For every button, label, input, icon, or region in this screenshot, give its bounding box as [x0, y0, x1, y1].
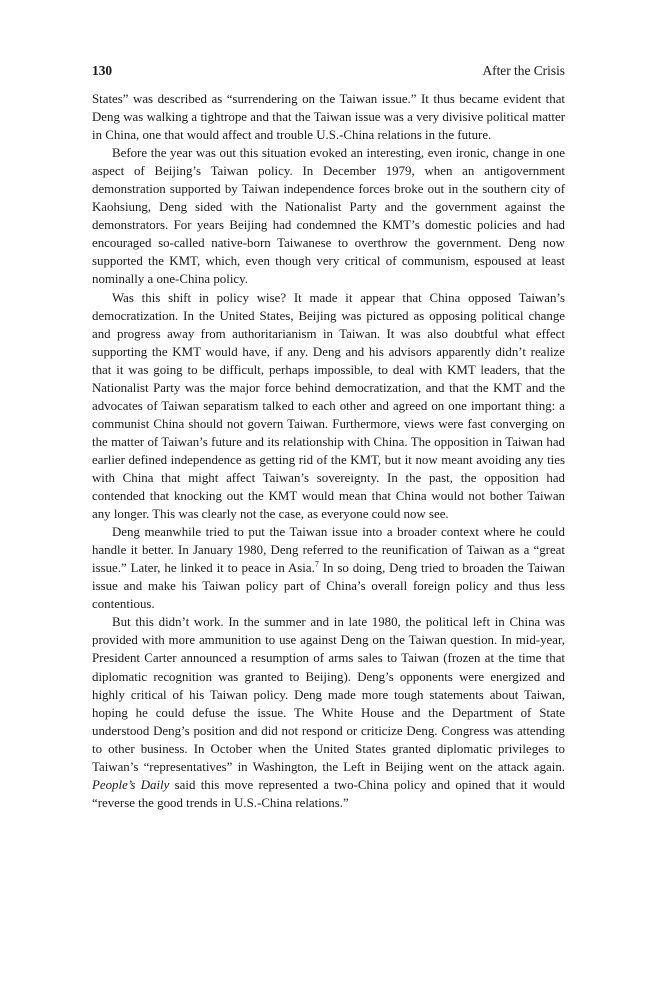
- paragraph-text: But this didn’t work. In the summer and in late 1980, the political left in China was provided with more ammunition to use against Deng on the Taiwan question. In mid-year, President Carter announced a resumption of arms sales to Taiwan (frozen at the time that diplomatic recognition was granted to Beijing). Deng’s opponents were energized and highly critical of his Taiwan policy. Deng made more tough statements about Taiwan, hoping he could defuse the issue. The White House and the Department of State understood Deng’s position and did not respond or criticize Deng. Congress was attending to other business. In October when the United States granted diplomatic privileges to Taiwan’s “representatives” in Washington, the Left in Beijing went on the attack again.: [92, 615, 565, 774]
- running-title: After the Crisis: [482, 63, 565, 78]
- page-number: 130: [92, 63, 113, 78]
- book-page: [92, 62, 565, 812]
- body-text: [92, 90, 565, 812]
- paragraph-text: said this move represented a two-China policy and opined that it would “reverse the good trends in U.S.-China relations.”: [92, 777, 565, 810]
- footnote-marker: 7: [314, 559, 319, 569]
- paragraph-text: States” was described as “surrendering on the Taiwan issue.” It thus became evident that Deng was walking a tightrope and that the Taiwan issue was a very divisive political matter in China, one that would affect and trouble U.S.-China relations in the future.: [92, 92, 565, 143]
- paragraph-text: Deng meanwhile tried to put the Taiwan issue into a broader context where he could handle it better. In January 1980, Deng referred to the reunification of Taiwan as a “great issue.” Later, he linked it to peace in Asia.: [92, 525, 565, 576]
- paragraph-text: Before the year was out this situation evoked an interesting, even ironic, change in one aspect of Beijing’s Taiwan policy. In December 1979, when an antigovernment demonstration supported by Taiwan independence forces broke out in the southern city of Kaohsiung, Deng sided with the Nationalist Party and the government against the demonstrators. For years Beijing had condemned the KMT’s domestic policies and had encouraged so-called native-born Taiwanese to overthrow the government. Deng now supported the KMT, which, even though very critical of communism, espoused at least nominally a one-China policy.: [92, 146, 565, 287]
- paragraph-2: [92, 144, 565, 288]
- paragraph-4: [92, 523, 565, 613]
- paragraph-5: [92, 613, 565, 812]
- paragraph-1: [92, 90, 565, 144]
- paragraph-3: [92, 289, 565, 524]
- paragraph-text: In so doing, Deng tried to broaden the Taiwan issue and make his Taiwan policy part of China’s overall foreign policy and thus less contentious.: [92, 561, 565, 612]
- running-header: [92, 62, 565, 80]
- paragraph-text: Was this shift in policy wise? It made it appear that China opposed Taiwan’s democratization. In the United States, Beijing was pictured as opposing political change and progress away from authoritarianism in Taiwan. It was also doubtful what effect supporting the KMT would have, if any. Deng and his advisors apparently didn’t realize that it was going to be difficult, perhaps impossible, to deal with KMT leaders, that the Nationalist Party was the major force behind democratization, and that the KMT and the advocates of Taiwan separatism talked to each other and agreed on one important thing: a communist China should not govern Taiwan. Furthermore, views were fast converging on the matter of Taiwan’s future and its relationship with China. The opposition in Taiwan had earlier defined independence as getting rid of the KMT, but it now meant avoiding any ties with China that might affect Taiwan’s sovereignty. In the past, the opposition had contended that knocking out the KMT would mean that China would not bother Taiwan any longer. This was clearly not the case, as everyone could now see.: [92, 290, 565, 522]
- publication-title: People’s Daily: [92, 777, 170, 792]
